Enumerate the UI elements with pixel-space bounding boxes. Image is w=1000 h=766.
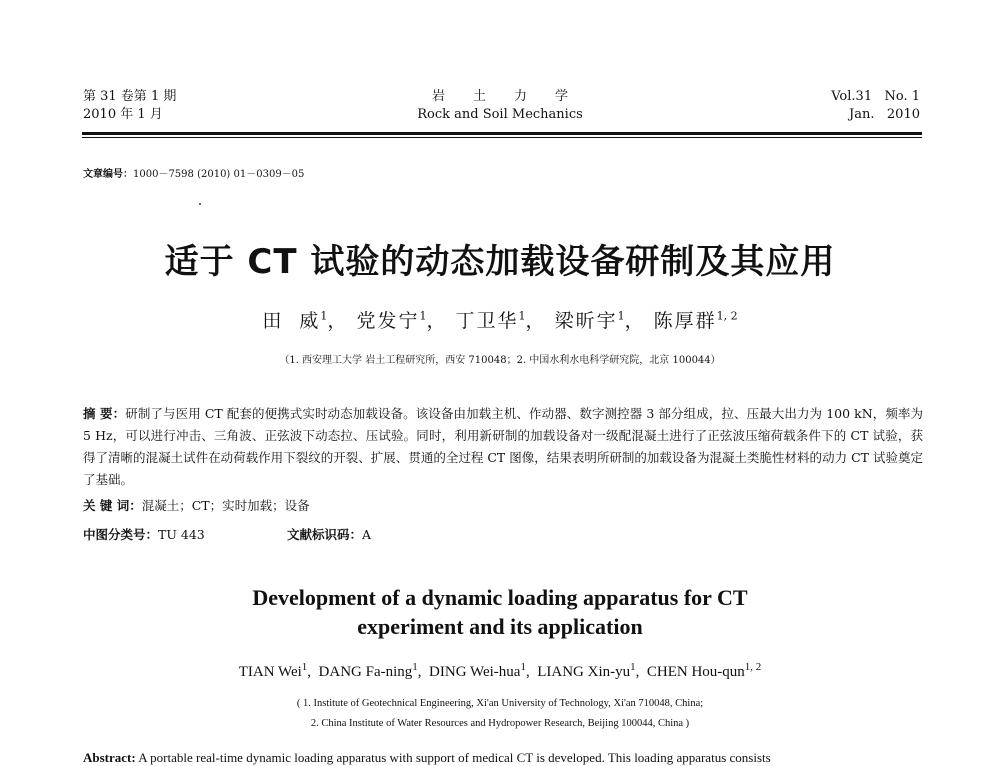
author-cn-5: 陈厚群$^{1, 2}$ [653, 309, 738, 332]
author-cn-1: 田 威$^1$ [262, 309, 328, 332]
affiliation-en [0, 694, 1000, 734]
doc-code-label: 文献标识码： [287, 527, 363, 542]
article-number [83, 165, 304, 180]
abstract-cn-label: 摘 要： [83, 406, 126, 421]
abstract-en-label: Abstract: [83, 750, 136, 765]
header-rule-thick [82, 132, 922, 135]
header-right [831, 88, 920, 124]
affiliation-en-line1: ( 1. Institute of Geotechnical Engineering, Xi'an University of Technology, Xi'an 710048, China; [296, 698, 704, 709]
abstract-en [83, 750, 923, 766]
affiliation-cn: （1. 西安理工大学 岩土工程研究所，西安 710048；2. 中国水利水电科学研究院，北京 100044） [279, 355, 721, 366]
keywords-cn-label: 关 键 词： [83, 498, 142, 513]
affiliation-en-line2: 2. China Institute of Water Resources and Hydropower Research, Beijing 100044, China ) [310, 718, 690, 729]
author-en-5: CHEN Hou-qun$^{1, 2}$ [646, 661, 762, 680]
abstract-cn-text: 研制了与医用 CT 配套的便携式实时动态加载设备。该设备由加载主机、作动器、数字测控器 3 部分组成，拉、压最大出力为 100 kN，频率为 5 Hz，可以进行冲击、三角波、正弦波下动态拉、压试验。同时，利用新研制的加载设备对一级配混凝土进行了正弦波压缩荷载条件下的 CT 试验，获得了清晰的混凝土试件在动荷载作用下裂纹的开裂、扩展、贯通的全过程 CT 图像，结果表明所研制的加载设备为混凝土类脆性材料的动力 CT 试验奠定了基础。 [83, 406, 923, 487]
clc-value: TU 443 [158, 527, 205, 542]
abstract-en-text: A portable real-time dynamic loading apparatus with support of medical CT is developed. This loading apparatus consists [138, 750, 771, 765]
scan-speck [199, 203, 201, 205]
date-en: Jan. 2010 [849, 107, 920, 122]
author-cn-2: 党发宁$^1$ [356, 309, 427, 332]
header-rule-thin [82, 137, 922, 138]
keywords-cn [83, 496, 310, 514]
clc-number [83, 525, 205, 543]
title-en-line2: experiment and its application [357, 614, 643, 639]
author-en-3: DING Wei-hua$^1$ [429, 661, 526, 680]
article-number-value: 1000－7598 (2010) 01－0309－05 [133, 169, 305, 180]
title-cn: 适于 CT 试验的动态加载设备研制及其应用 [164, 242, 836, 282]
authors-en: TIAN Wei$^1$, DANG Fa-ning$^1$, DING Wei-hua$^1$, LIANG Xin-$yu^1$, CHEN Hou-qun$^{1, 2}$ [238, 661, 762, 680]
clc-label: 中图分类号： [83, 527, 159, 542]
title-en [0, 583, 1000, 641]
volume-issue-cn: 第 31 卷第 1 期 [83, 89, 177, 104]
article-number-label: 文章编号： [83, 169, 133, 180]
author-cn-4: 梁昕宇$^1$ [554, 309, 625, 332]
author-en-2: DANG Fa-ning$^1$ [318, 661, 418, 680]
abstract-cn [83, 403, 923, 491]
doc-code-value: A [362, 527, 372, 542]
journal-name-cn: 岩土力学 [431, 89, 596, 104]
author-en-1: TIAN Wei$^1$ [238, 661, 308, 680]
title-en-line1: Development of a dynamic loading apparatus for CT [252, 585, 748, 610]
journal-name-en: Rock and Soil Mechanics [417, 107, 583, 122]
date-cn: 2010 年 1 月 [83, 107, 163, 122]
author-en-4: LIANG Xin-$yu^1$ [537, 661, 636, 680]
volume-issue-en: Vol.31 No. 1 [831, 89, 920, 104]
document-code [287, 525, 371, 543]
authors-cn: 田 威$^1$， 党发宁$^1$， 丁卫华$^1$， 梁昕宇$^1$， 陈厚群$^{1, 2}$ [262, 309, 738, 332]
author-cn-3: 丁卫华$^1$ [455, 309, 526, 332]
keywords-cn-text: 混凝土；CT；实时加载；设备 [141, 498, 310, 513]
